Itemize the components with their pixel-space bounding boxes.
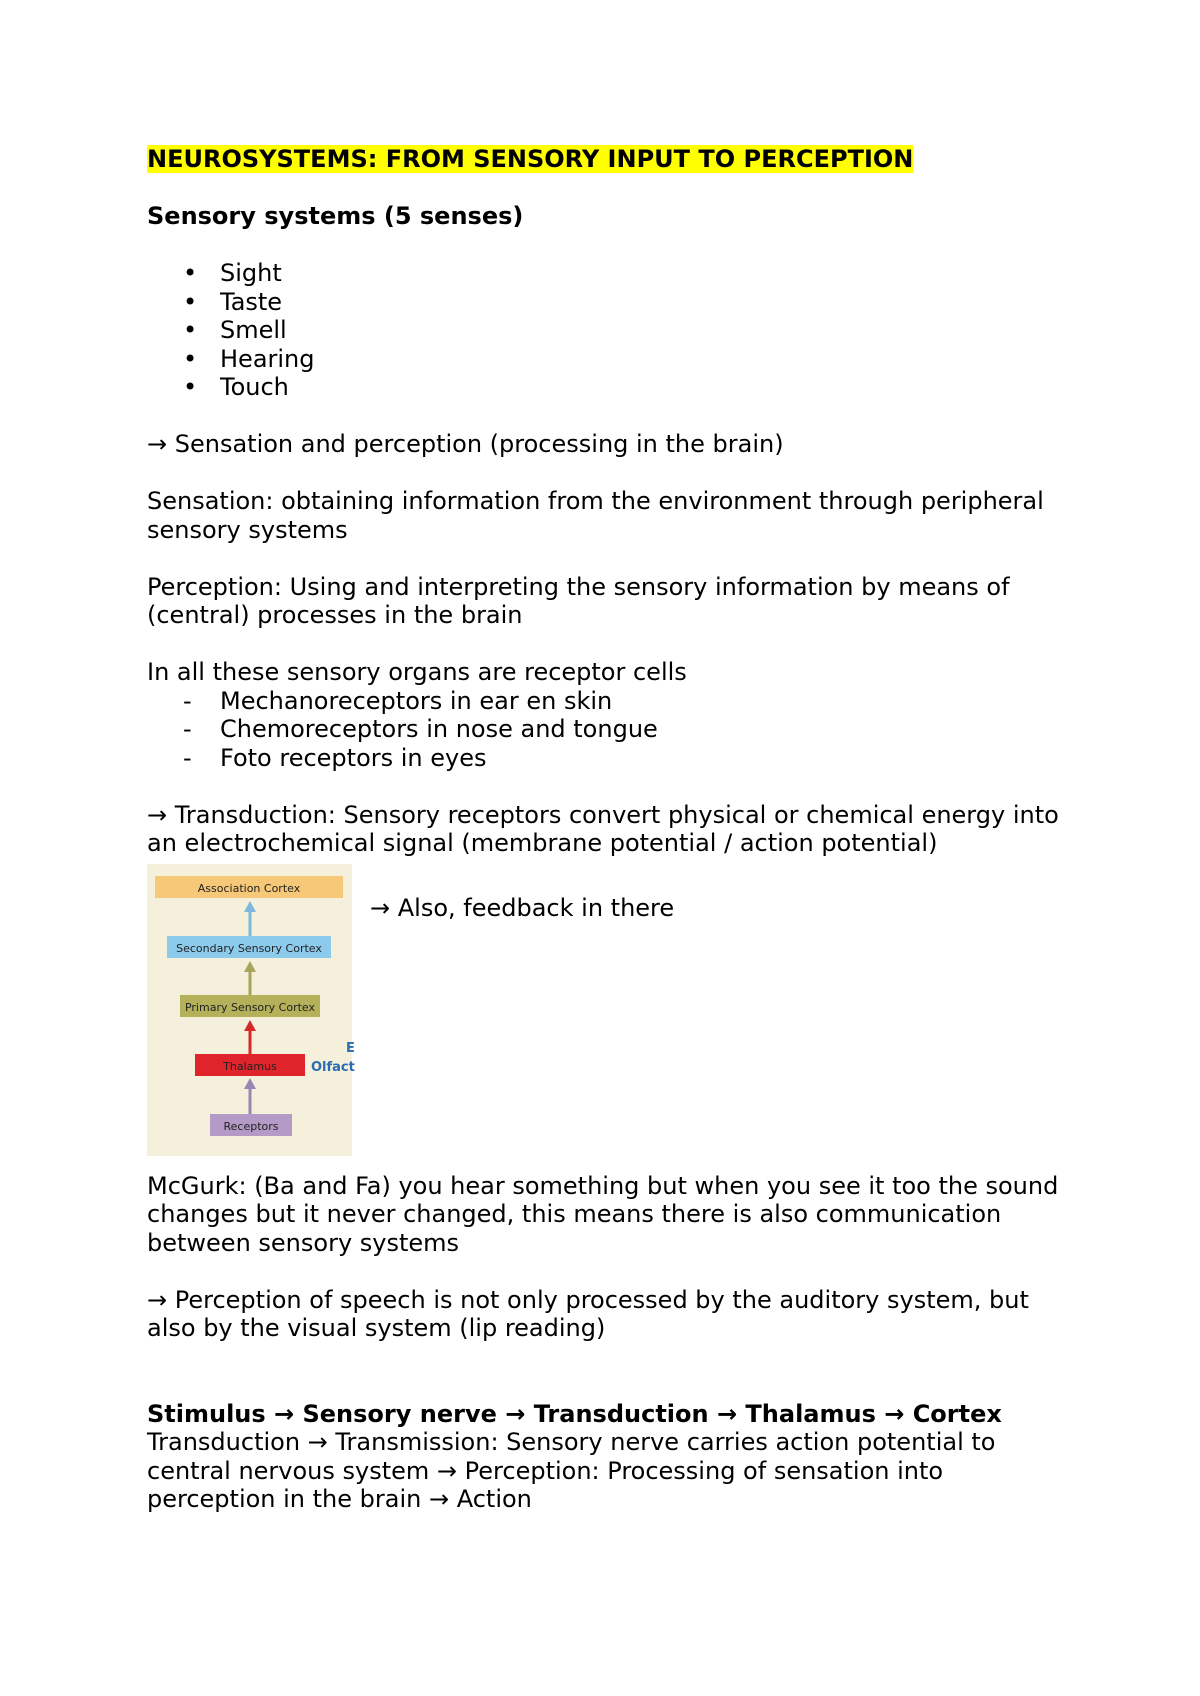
hierarchy-diagram (147, 864, 355, 1156)
list-item: • Touch (147, 373, 1077, 402)
document-body (147, 145, 1077, 1514)
list-item: - Mechanoreceptors in ear en skin (147, 687, 1077, 716)
receptors-label: Receptors (223, 1119, 279, 1133)
receptors-intro: In all these sensory organs are receptor cells (147, 658, 687, 686)
page-title: NEUROSYSTEMS: FROM SENSORY INPUT TO PERCEPTION (147, 145, 914, 173)
list-item: • Sight (147, 259, 1077, 288)
sensory-hierarchy-figure (147, 864, 355, 1156)
processing-chain: Stimulus → Sensory nerve → Transduction → Thalamus → Cortex (147, 1399, 1002, 1428)
sensory-heading: Sensory systems (5 senses) (147, 202, 524, 230)
figure-row (147, 864, 1077, 1156)
secondary-sensory-cortex-label: Secondary Sensory Cortex (176, 941, 322, 955)
sensation-definition: Sensation: obtaining information from the environment through peripheral sensory systems (147, 487, 1044, 544)
perception-definition: Perception: Using and interpreting the sensory information by means of (central) processes in the brain (147, 572, 1010, 629)
side-text-upper: E (346, 1040, 355, 1056)
receptors-list (147, 687, 1077, 773)
senses-list (147, 259, 1077, 402)
side-text-lower: Olfact (311, 1059, 355, 1075)
processing-chain-detail: Transduction → Transmission: Sensory nerve carries action potential to central nervous system → Perception: Processing of sensation into perception in the brain → Action (147, 1428, 996, 1513)
list-item: • Hearing (147, 345, 1077, 374)
sensation-perception-line: → Sensation and perception (processing in the brain) (147, 430, 784, 458)
speech-paragraph: → Perception of speech is not only processed by the auditory system, but also by the visual system (lip reading) (147, 1285, 1029, 1342)
title-line (147, 145, 1077, 174)
transduction-text: → Transduction: Sensory receptors convert physical or chemical energy into an electrochemical signal (membrane potential / action potential) (147, 800, 1059, 857)
association-cortex-label: Association Cortex (197, 881, 301, 895)
list-item: • Taste (147, 288, 1077, 317)
feedback-note: → Also, feedback in there (370, 893, 675, 922)
list-item: - Chemoreceptors in nose and tongue (147, 715, 1077, 744)
mcgurk-paragraph: McGurk: (Ba and Fa) you hear something but when you see it too the sound changes but it never changed, this means there is also communication between sensory systems (147, 1171, 1059, 1257)
thalamus-label: Thalamus (223, 1059, 277, 1073)
primary-sensory-cortex-label: Primary Sensory Cortex (184, 1000, 316, 1014)
list-item: • Smell (147, 316, 1077, 345)
list-item: - Foto receptors in eyes (147, 744, 1077, 773)
